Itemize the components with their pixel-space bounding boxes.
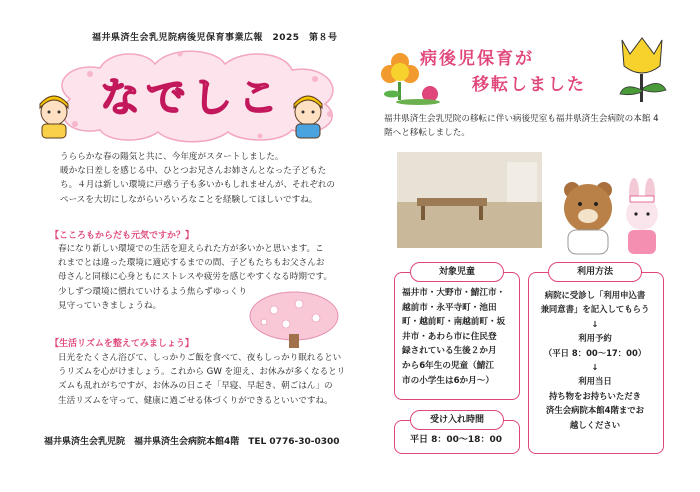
eligible-line: 越前市・永平寺町・池田	[402, 302, 497, 313]
eligible-line: 市の小学生は6か月～）	[402, 375, 494, 386]
section2-line: 生活リズムを守って、健康に過ごせる体づくりができるといいですね。	[58, 395, 333, 406]
section2-body	[58, 351, 358, 408]
room-photo	[397, 152, 542, 248]
room-photo-graphic	[397, 152, 542, 248]
tulip-right-illustration	[612, 30, 672, 106]
footer-contact: 福井県済生会乳児院 福井県済生会病院本館4階 TEL 0776-30-0300	[44, 437, 340, 447]
eligible-line: 録されている生後２か月	[402, 346, 497, 357]
usage-line: （平日 8：00～17：00）	[543, 347, 647, 358]
usage-line: 越しください	[569, 419, 621, 430]
section1-heading: 【こころもからだも元気ですか？】	[50, 231, 195, 241]
section1-line: 見守っていきましょうね。	[58, 300, 162, 311]
hours-heading: 受け入れ時間	[410, 410, 504, 430]
eligible-children-heading: 対象児童	[410, 262, 504, 282]
usage-line: 兼同意書」を記入してもらう	[540, 304, 650, 315]
section2-line: うリズムを心がけましょう。これから GW を迎え、お休みが多くなるとリ	[58, 367, 346, 378]
usage-heading: 利用方法	[548, 262, 642, 282]
relocation-notice	[384, 112, 684, 140]
section2-line: 日光をたくさん浴びて、しっかりご飯を食べて、夜もしっかり眠れるとい	[58, 353, 342, 363]
intro-line: 暖かな日差しを感じる中、ひとつお兄さんお姉さんとなった子どもた	[60, 166, 327, 177]
intro-line: うららかな春の陽気と共に、今年度がスタートしました。	[60, 152, 284, 162]
newsletter-header: 福井県済生会乳児院病後児保育事業広報 2025 第８号	[92, 33, 338, 43]
usage-arrow: ↓	[591, 318, 599, 329]
relocation-title-line2: 移転しました	[472, 75, 586, 95]
child-left-illustration	[34, 94, 74, 140]
usage-steps	[530, 288, 660, 432]
intro-line: ペースを大切にしながらいろいろなことを経験してほしいですね。	[60, 194, 318, 205]
usage-line: 持ち物をお持ちいただき	[548, 390, 642, 401]
usage-line: 利用当日	[578, 376, 612, 387]
intro-paragraph	[60, 150, 350, 207]
usage-line: 病院に受診し「利用申込書	[544, 290, 646, 300]
eligible-children-list	[402, 286, 522, 388]
notice-line: 階へと移転しました。	[384, 128, 470, 139]
section2-line: ズムも乱れがちですが、お休みの日こそ「早寝、早起き、朝ごはん」の	[58, 381, 333, 392]
section2-heading: 【生活リズムを整えてみましょう】	[50, 339, 194, 349]
section1-line: 春になり新しい環境での生活を迎えられた方が多いかと思います。こ	[58, 244, 324, 254]
bear-and-rabbit-illustration	[550, 178, 670, 256]
newsletter-title: なでしこ	[100, 75, 284, 121]
section1-line: れまでとは違った環境に適応するまでの間、子どもたちもお父さんお	[58, 258, 325, 269]
child-right-illustration	[288, 94, 328, 140]
usage-arrow: ↓	[591, 362, 599, 373]
eligible-line: 井市・あわら市に住民登	[402, 331, 497, 342]
usage-line: 済生会病院本館4階までお	[546, 405, 644, 416]
eligible-line: 町・越前町・南越前町・坂	[402, 317, 506, 328]
relocation-title-line1: 病後児保育が	[420, 49, 534, 69]
eligible-line: から6年生の児童（鯖江	[402, 360, 494, 371]
usage-line: 利用予約	[578, 333, 612, 344]
section1-line: 少しずつ環境に慣れていけるよう焦らずゆっくり	[58, 286, 247, 297]
eligible-line: 福井市・大野市・鯖江市・	[402, 288, 506, 298]
notice-line: 福井県済生会乳児院の移転に伴い病後児室も福井県済生会病院の本館 4	[384, 114, 659, 124]
hours-value: 平日 8：00～18：00	[410, 435, 502, 445]
section1-line: 母さんと同様に心身ともにストレスや疲労を感じやすくなる時期です。	[58, 272, 333, 283]
intro-line: ち。４月は新しい環境に戸惑う子も多いかもしれませんが、それぞれの	[60, 180, 336, 191]
cherry-tree-illustration	[244, 290, 344, 348]
